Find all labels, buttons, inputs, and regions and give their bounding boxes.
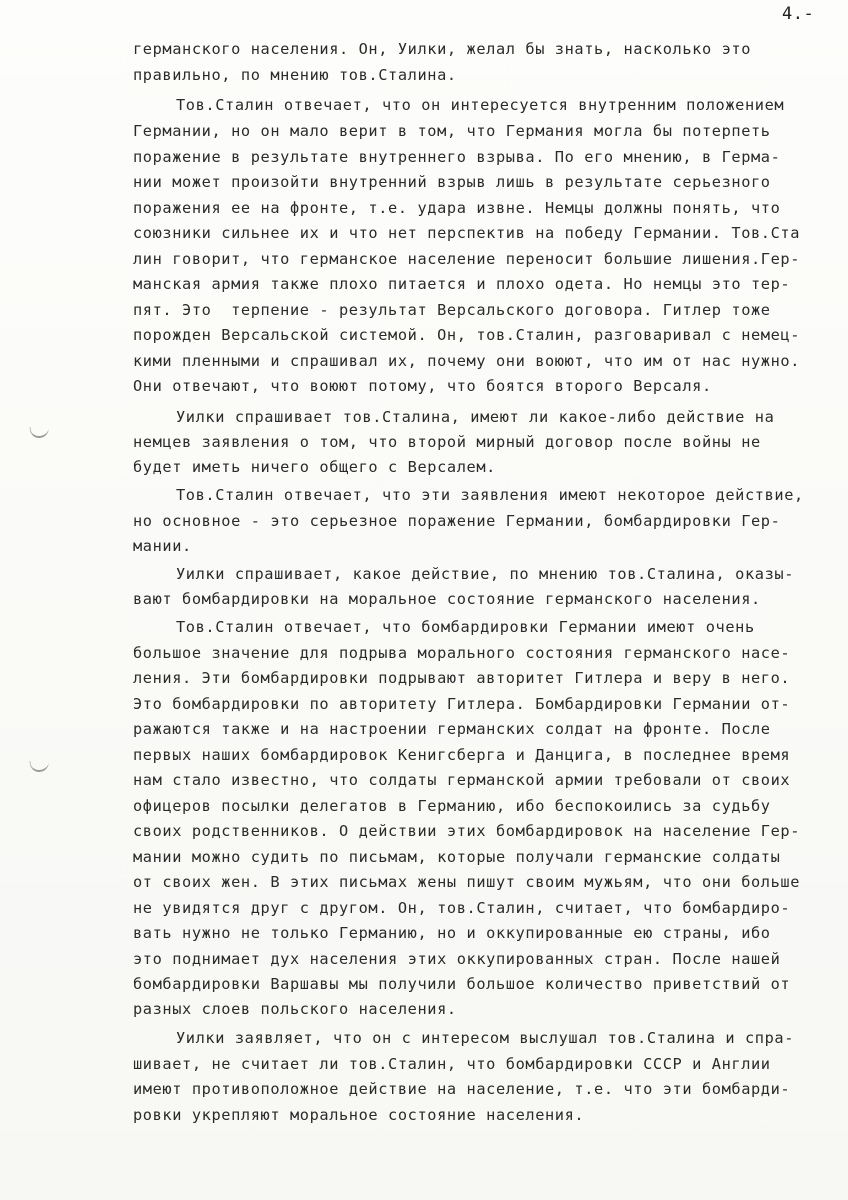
text-line: вать нужно не только Германию, но и оккупированные ею страны, ибо [133,924,771,942]
text-line: пят. Это терпение - результат Версальского договора. Гитлер тоже [133,301,771,319]
text-line: ровки укрепляют моральное состояние населения. [133,1106,585,1124]
text-line: офицеров посылки делегатов в Германию, ибо беспокоились за судьбу [133,797,771,815]
text-line: нам стало известно, что солдаты германской армии требовали от своих [133,771,791,789]
text-line: Уилки заявляет, что он с интересом выслушал тов.Сталина и спра- [176,1029,794,1047]
text-line: Тов.Сталин отвечает, что он интересуется внутренним положением [176,96,785,114]
text-line: Тов.Сталин отвечает, что бомбардировки Германии имеют очень [176,618,755,636]
text-line: ления. Эти бомбардировки подрывают авторитет Гитлера и веру в него. [133,669,791,687]
text-line: вают бомбардировки на моральное состояние германского населения. [133,590,761,608]
text-line: лин говорит, что германское население переносит большие лишения.Гер- [133,250,801,268]
text-line: мании. [133,537,192,555]
text-line: шивает, не считает ли тов.Сталин, что бомбардировки СССР и Англии [133,1055,771,1073]
text-line: но основное - это серьезное поражение Германии, бомбардировки Гер- [133,512,781,530]
text-line: имеют противоположное действие на население, т.е. что эти бомбарди- [133,1080,791,1098]
text-line: нии может произойти внутренний взрыв лишь в результате серьезного [133,173,771,191]
text-line: от своих жен. В этих письмах жены пишут своим мужьям, что они больше [133,873,801,891]
text-line: Они отвечают, что воюют потому, что боятся второго Версаля. [133,377,712,395]
text-line: будет иметь ничего общего с Версалем. [133,458,496,476]
punch-hole-mark-upper [29,425,49,439]
text-line: Германии, но он мало верит в том, что Германия могла бы потерпеть [133,122,771,140]
text-line: это поднимает дух населения этих оккупированных стран. После нашей [133,950,781,968]
text-line: ражаются также и на настроении германских солдат на фронте. После [133,720,771,738]
text-line: порожден Версальской системой. Он, тов.Сталин, разговаривал с немец- [133,326,801,344]
text-line: разных слоев польского населения. [133,1000,457,1018]
text-line: большое значение для подрыва морального состояния германского насе- [133,644,791,662]
text-line: своих родственников. О действии этих бомбардировок на население Гер- [133,822,801,840]
text-line: германского населения. Он, Уилки, желал бы знать, насколько это [133,40,751,58]
text-line: немцев заявления о том, что второй мирный договор после войны не [133,433,761,451]
text-line: первых наших бомбардировок Кенигсберга и Данцига, в последнее время [133,746,791,764]
text-line: поражения ее на фронте, т.е. удара извне. Немцы должны понять, что [133,199,781,217]
text-line: Уилки спрашивает, какое действие, по мнению тов.Сталина, оказы- [176,565,794,583]
text-line: не увидятся друг с другом. Он, тов.Сталин, считает, что бомбардиро- [133,899,791,917]
text-line: поражение в результате внутреннего взрыва. По его мнению, в Герма- [133,148,781,166]
text-line: манская армия также плохо питается и плохо одета. Но немцы это тер- [133,275,791,293]
text-line: Тов.Сталин отвечает, что эти заявления имеют некоторое действие, [176,486,804,504]
text-line: союзники сильнее их и что нет перспектив на победу Германии. Тов.Ста [133,224,801,242]
text-line: Это бомбардировки по авторитету Гитлера. Бомбардировки Германии от- [133,695,791,713]
text-line: кими пленными и спрашивал их, почему они воюют, что им от нас нужно. [133,352,801,370]
page-number: 4.- [782,4,815,24]
text-line: Уилки спрашивает тов.Сталина, имеют ли какое-либо действие на [176,408,775,426]
punch-hole-mark-lower [29,759,49,773]
text-line: мании можно судить по письмам, которые получали германские солдаты [133,848,781,866]
text-line: правильно, по мнению тов.Сталина. [133,66,457,84]
text-line: бомбардировки Варшавы мы получили большое количество приветствий от [133,975,791,993]
